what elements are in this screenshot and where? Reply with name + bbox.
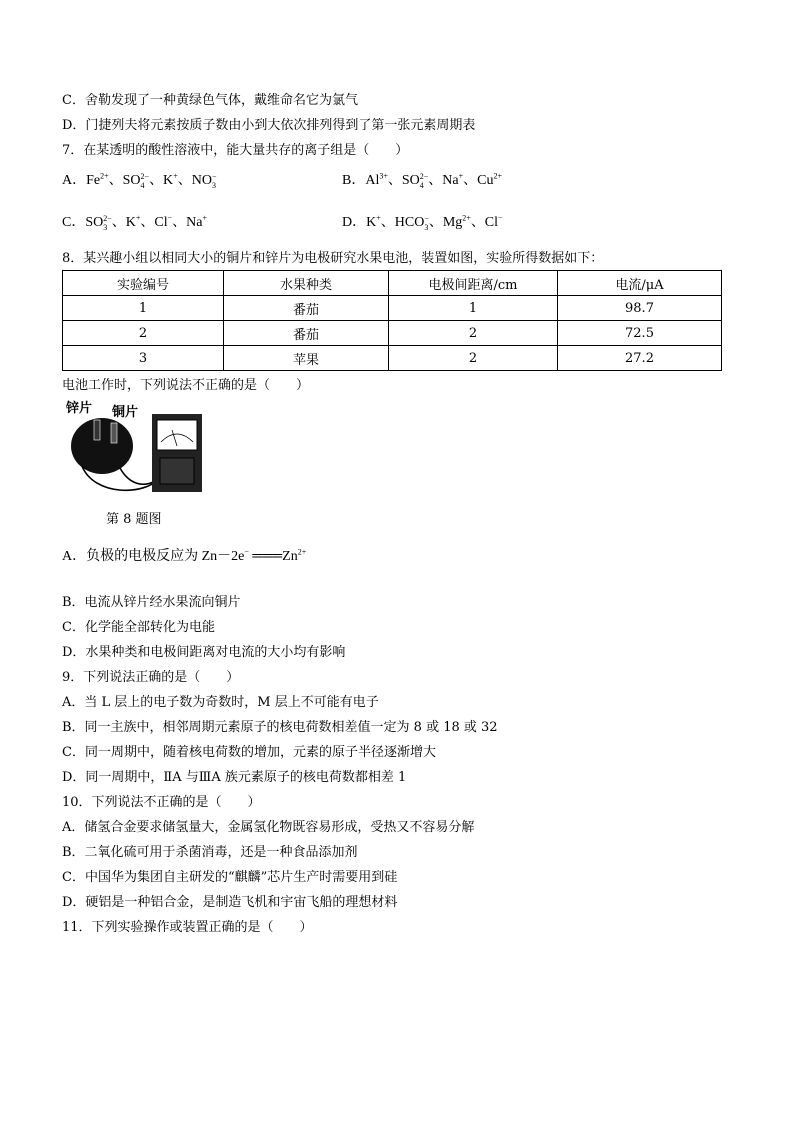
ammeter-panel: [160, 458, 194, 484]
table-cell: 3: [63, 346, 224, 371]
q8-after-table: 电池工作时，下列说法不正确的是（ ）: [62, 378, 310, 393]
table-row: [63, 346, 722, 371]
table-header: 电流/μA: [558, 271, 722, 296]
fruit-battery-illustration: [64, 396, 214, 506]
q11-stem: 11．下列实验操作或装置正确的是（ ）: [62, 920, 313, 935]
q8-option-b: B．电流从锌片经水果流向铜片: [62, 595, 241, 610]
q7-option-b: B．$Al^{3+}$、SO 2− 4 、Na+、$Cu^{2+}$: [342, 171, 502, 190]
table-cell: 2: [389, 321, 558, 346]
q8-stem: 8．某兴趣小组以相同大小的铜片和锌片为电极研究水果电池，装置如图，实验所得数据如下：: [62, 251, 604, 266]
q7-option-d: D．K+、HCO − 3 、$Mg^{2+}$、Cl−: [342, 213, 503, 232]
zinc-electrode: [94, 420, 100, 440]
q8-option-a-prefix: A．负极的电极反应为 Zn－2e: [62, 549, 245, 564]
q7-stem: 7．在某透明的酸性溶液中，能大量共存的离子组是（ ）: [62, 143, 409, 158]
table-cell: 27.2: [558, 346, 722, 371]
q10-option-c: C．中国华为集团自主研发的“麒麟”芯片生产时需要用到硅: [62, 870, 398, 885]
table-cell: 1: [63, 296, 224, 321]
table-cell: 1: [389, 296, 558, 321]
table-header: 电极间距离/cm: [389, 271, 558, 296]
figure-caption: 第 8 题图: [106, 512, 162, 527]
fruit-shape: [71, 418, 133, 474]
table-header: 实验编号: [63, 271, 224, 296]
zinc-label: 锌片: [66, 401, 93, 416]
fruit-battery-figure: [64, 396, 214, 510]
q9-option-b: B．同一主族中，相邻周期元素原子的核电荷数相差值一定为 8 或 18 或 32: [62, 720, 498, 735]
q10-option-a: A．储氢合金要求储氢量大，金属氢化物既容易形成，受热又不容易分解: [62, 820, 475, 835]
q8-option-a: A．负极的电极反应为 Zn－2e− $═══Zn^{2+}$: [62, 547, 307, 564]
q10-stem: 10．下列说法不正确的是（ ）: [62, 795, 261, 810]
q6-option-d: D．门捷列夫将元素按质子数由小到大依次排列得到了第一张元素周期表: [62, 118, 476, 133]
q10-option-d: D．硬铝是一种铝合金，是制造飞机和宇宙飞船的理想材料: [62, 895, 398, 910]
q8-option-c: C．化学能全部转化为电能: [62, 620, 215, 635]
q8-data-table: [62, 270, 722, 371]
table-cell: 72.5: [558, 321, 722, 346]
q9-option-d: D．同一周期中，ⅡA 与ⅢA 族元素原子的核电荷数都相差 1: [62, 770, 407, 785]
q10-option-b: B．二氧化硫可用于杀菌消毒，还是一种食品添加剂: [62, 845, 358, 860]
table-cell: 番茄: [224, 321, 389, 346]
q9-option-c: C．同一周期中，随着核电荷数的增加，元素的原子半径逐渐增大: [62, 745, 436, 760]
q7-option-a: A．$Fe^{2+}$、SO 2− 4 、K+、NO − 3: [62, 171, 217, 190]
q7-option-a-label: A．: [62, 173, 87, 189]
table-cell: 2: [63, 321, 224, 346]
table-cell: 番茄: [224, 296, 389, 321]
table-cell: 苹果: [224, 346, 389, 371]
q7-option-d-label: D．: [342, 215, 367, 231]
q9-option-a: A．当 L 层上的电子数为奇数时，M 层上不可能有电子: [62, 695, 379, 710]
copper-label: 铜片: [112, 405, 139, 420]
table-row: [63, 321, 722, 346]
table-header: 水果种类: [224, 271, 389, 296]
copper-electrode: [111, 423, 117, 443]
q7-option-b-label: B．: [342, 173, 366, 189]
q9-stem: 9．下列说法正确的是（ ）: [62, 670, 240, 685]
q7-option-c-label: C．: [62, 215, 86, 231]
q7-option-c: C．SO 2− 3 、K+、Cl−、Na+: [62, 213, 207, 232]
table-cell: 2: [389, 346, 558, 371]
q8-option-d: D．水果种类和电极间距离对电流的大小均有影响: [62, 645, 346, 660]
table-header-row: [63, 271, 722, 296]
q8-option-a-mid: ═══Zn: [252, 549, 298, 564]
table-cell: 98.7: [558, 296, 722, 321]
q6-option-c: C．舍勒发现了一种黄绿色气体，戴维命名它为氯气: [62, 93, 358, 108]
table-row: [63, 296, 722, 321]
